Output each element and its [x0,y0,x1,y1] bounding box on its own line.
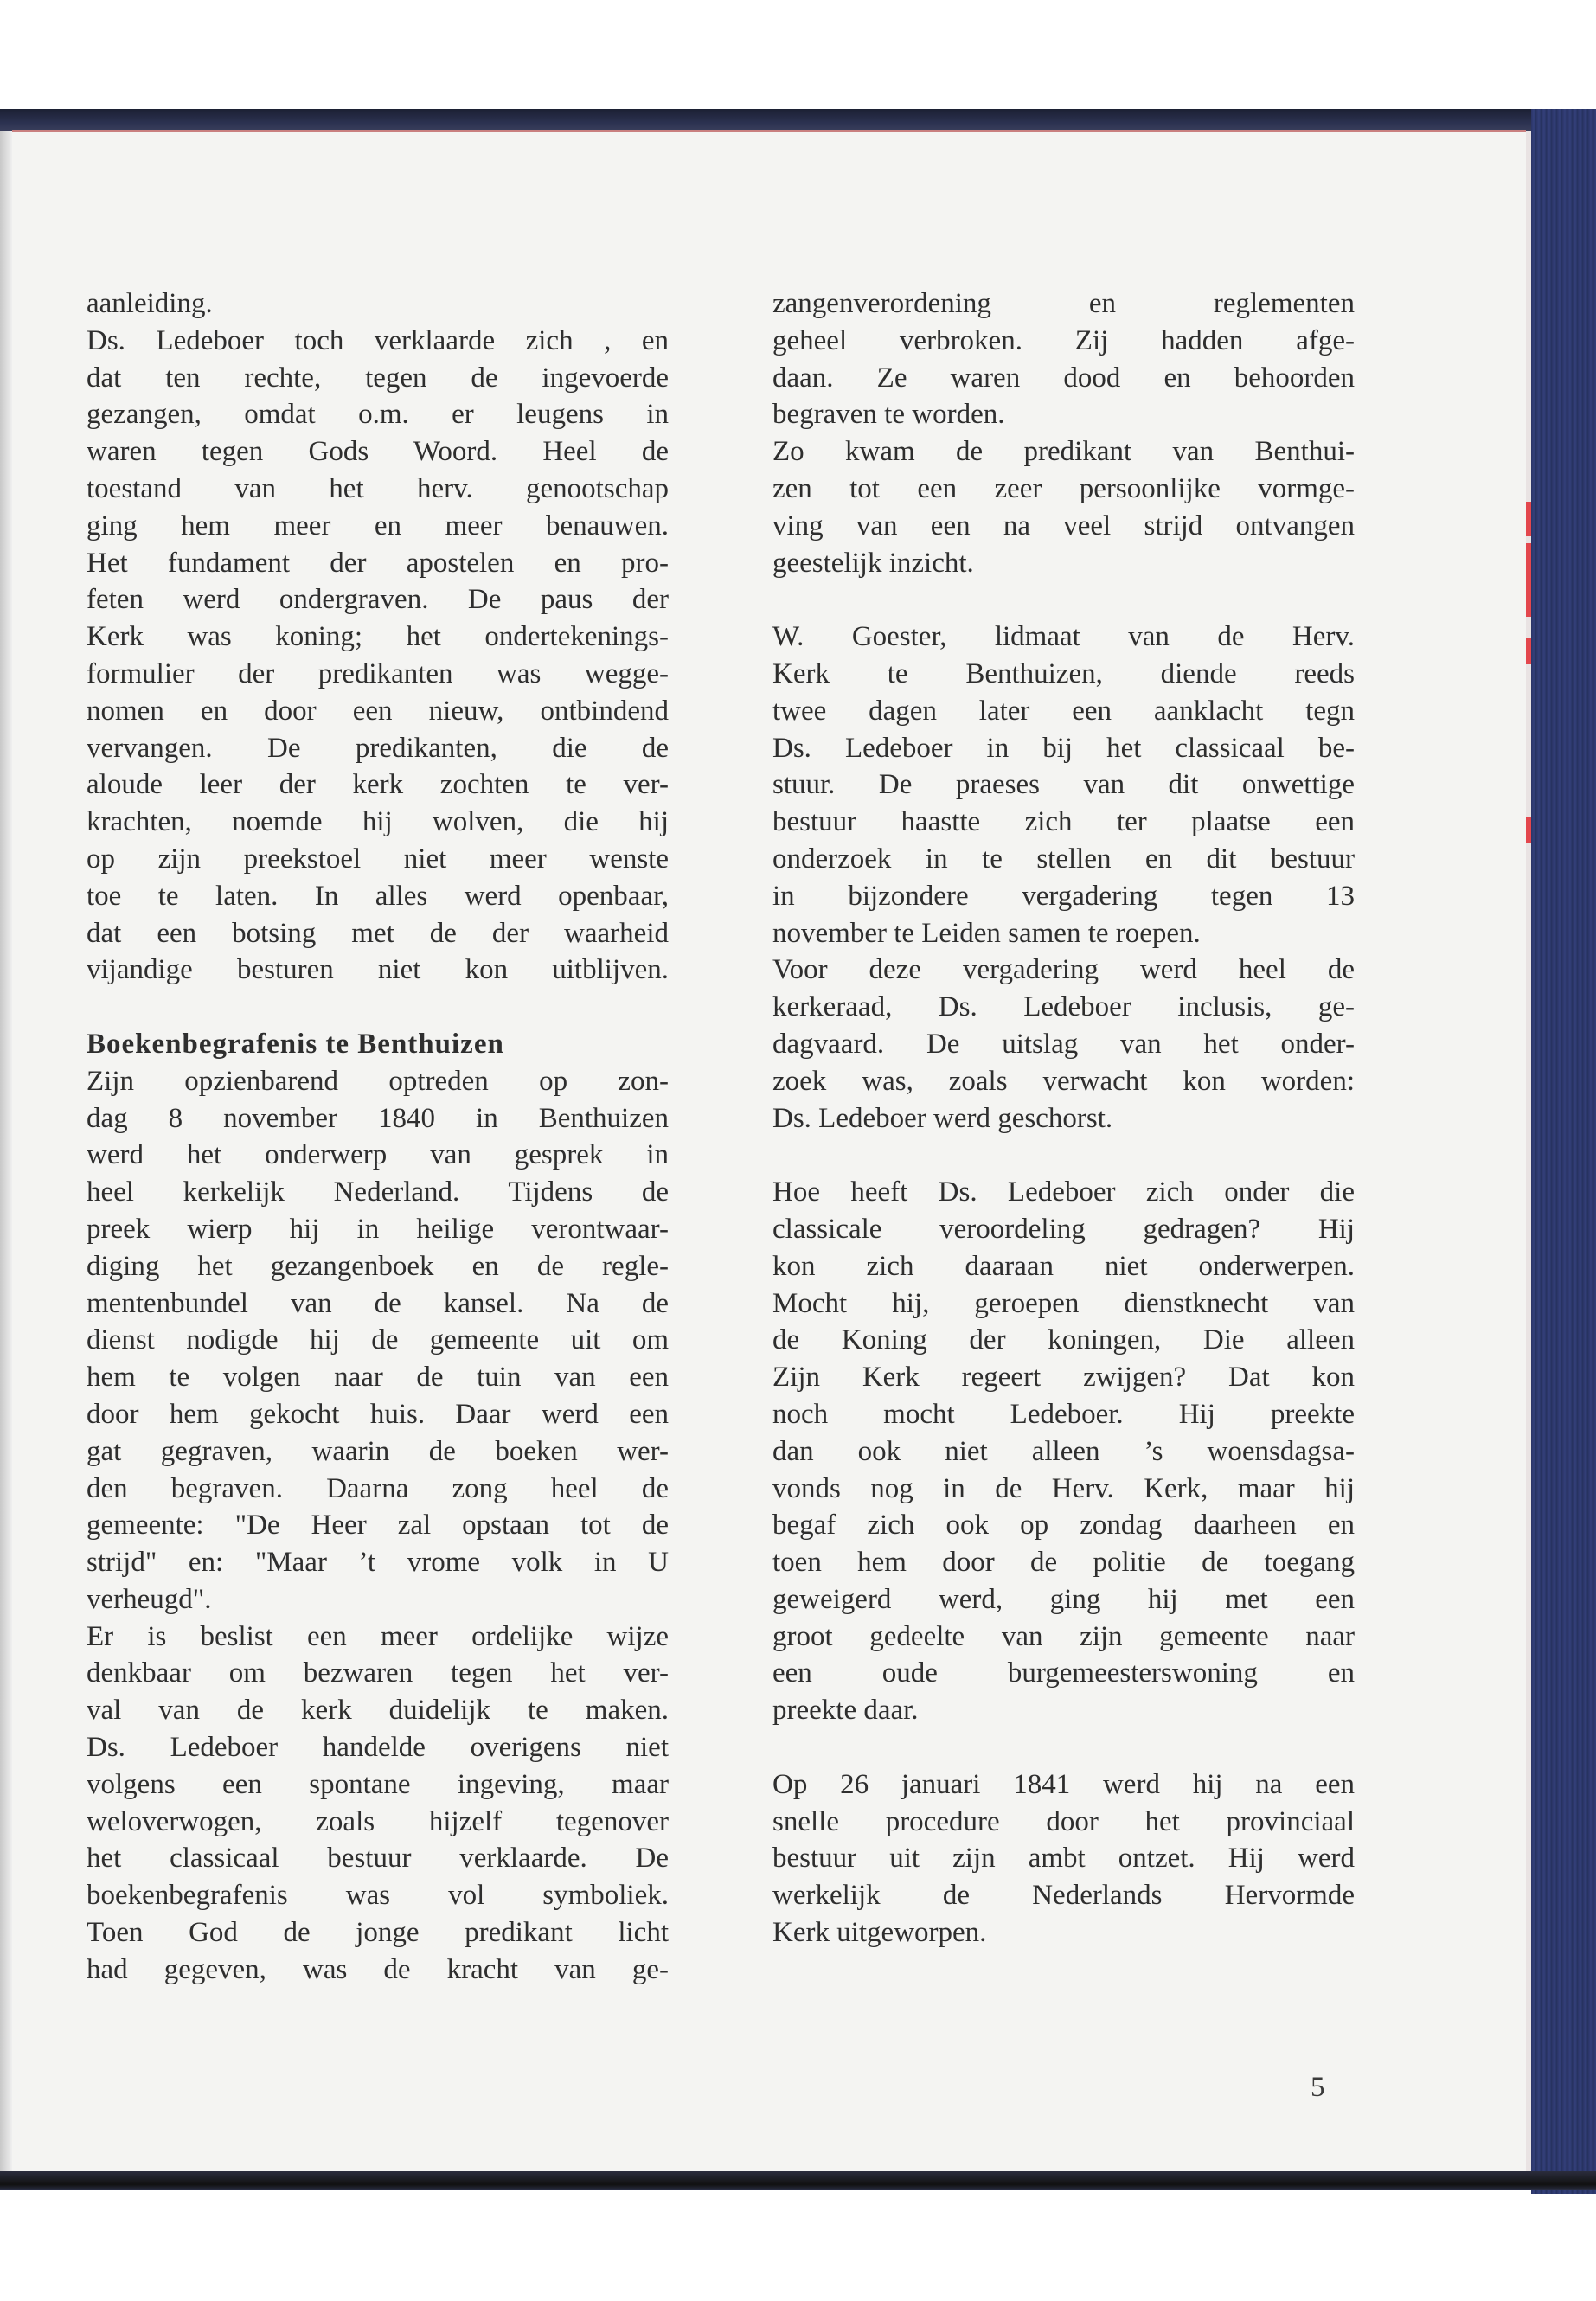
right-text-column [772,285,1355,1952]
page-left-edge [0,131,12,2173]
text-line: val van de kerk duidelijk te maken. [87,1695,669,1727]
text-line: geheel verbroken. Zij hadden afge- [772,324,1355,356]
text-line: Voor deze vergadering werd heel de [772,954,1355,986]
text-line: Kerk uitgeworpen. [772,1917,987,1949]
text-line: aloude leer der kerk zochten te ver- [87,769,669,801]
text-line: begraven te worden. [772,399,1005,431]
paragraph-gap [772,1729,1355,1766]
page-top-rule [12,130,1526,132]
text-line: kon zich daaraan niet onderwerpen. [772,1250,1355,1282]
text-line: Zijn opzienbarend optreden op zon- [87,1065,669,1097]
text-line: ging hem meer en meer benauwen. [87,510,669,542]
text-line: werkelijk de Nederlands Hervormde [772,1880,1355,1912]
text-line: november te Leiden samen te roepen. [772,917,1201,949]
text-line: twee dagen later een aanklacht tegn [772,695,1355,727]
text-line: diging het gezangenboek en de regle- [87,1250,669,1282]
text-line: Mocht hij, geroepen dienstknecht van [772,1287,1355,1319]
text-line: krachten, noemde hij wolven, die hij [87,806,669,838]
text-line: Ds. Ledeboer handelde overigens niet [87,1732,669,1764]
text-line: Het fundament der apostelen en pro- [87,547,669,579]
text-line: boekenbegrafenis was vol symboliek. [87,1880,669,1912]
text-line: Zo kwam de predikant van Benthui- [772,436,1355,468]
text-line: werd het onderwerp van gesprek in [87,1139,669,1171]
text-line: volgens een spontane ingeving, maar [87,1768,669,1800]
text-line: den begraven. Daarna zong heel de [87,1472,669,1504]
paragraph-gap [772,1137,1355,1174]
text-line: Ds. Ledeboer werd geschorst. [772,1102,1113,1134]
text-line: waren tegen Gods Woord. Heel de [87,436,669,468]
text-line: dat ten rechte, tegen de ingevoerde [87,362,669,394]
text-line: vijandige besturen niet kon uitblijven. [87,954,669,986]
text-line: Toen God de jonge predikant licht [87,1917,669,1949]
text-line: begaf zich ook op zondag daarheen en [772,1509,1355,1541]
text-line: in bijzondere vergadering tegen 13 [772,880,1355,912]
text-line: groot gedeelte van zijn gemeente naar [772,1620,1355,1652]
text-line: noch mocht Ledeboer. Hij preekte [772,1398,1355,1430]
binder-bottom-edge [0,2171,1596,2190]
text-line: Ds. Ledeboer in bij het classicaal be- [772,732,1355,764]
text-line: verheugd". [87,1583,212,1615]
text-line: Zijn Kerk regeert zwijgen? Dat kon [772,1362,1355,1394]
text-line: hem te volgen naar de tuin van een [87,1362,669,1394]
text-line: vonds nog in de Herv. Kerk, maar hij [772,1472,1355,1504]
binder-top-edge [0,109,1596,131]
text-line: bestuur uit zijn ambt ontzet. Hij werd [772,1843,1355,1875]
text-line: de Koning der koningen, Die alleen [772,1324,1355,1356]
text-line: toen hem door de politie de toegang [772,1547,1355,1579]
text-line: Kerk te Benthuizen, diende reeds [772,657,1355,689]
text-line: classicale veroordeling gedragen? Hij [772,1213,1355,1245]
text-line: gemeente: "De Heer zal opstaan tot de [87,1509,669,1541]
text-line: Kerk was koning; het ondertekenings- [87,621,669,653]
text-line: daan. Ze waren dood en behoorden [772,362,1355,394]
text-line: aanleiding. [87,288,213,319]
text-line: een oude burgemeesterswoning en [772,1657,1355,1689]
text-line: dan ook niet alleen ’s woensdagsa- [772,1435,1355,1467]
text-line: Op 26 januari 1841 werd hij na een [772,1768,1355,1800]
text-line: stuur. De praeses van dit onwettige [772,769,1355,801]
text-line: heel kerkelijk Nederland. Tijdens de [87,1176,669,1208]
text-line: op zijn preekstoel niet meer wenste [87,843,669,875]
text-line: geestelijk inzicht. [772,547,974,579]
text-line: formulier der predikanten was wegge- [87,657,669,689]
text-line: W. Goester, lidmaat van de Herv. [772,621,1355,653]
text-line: denkbaar om bezwaren tegen het ver- [87,1657,669,1689]
text-line: bestuur haastte zich ter plaatse een [772,806,1355,838]
text-line: strijd" en: "Maar ’t vrome volk in U [87,1547,669,1579]
text-line: onderzoek in te stellen en dit bestuur [772,843,1355,875]
text-line: feten werd ondergraven. De paus der [87,584,669,616]
text-line: gezangen, omdat o.m. er leugens in [87,399,669,431]
text-line: vervangen. De predikanten, die de [87,732,669,764]
text-line: zen tot een zeer persoonlijke vormge- [772,472,1355,504]
book-spine [1531,109,1596,2194]
text-line: Er is beslist een meer ordelijke wijze [87,1620,669,1652]
text-line: geweigerd werd, ging hij met een [772,1583,1355,1615]
text-line: preekte daar. [772,1695,919,1727]
text-line: toestand van het herv. genootschap [87,472,669,504]
paragraph-gap [772,581,1355,619]
text-line: kerkeraad, Ds. Ledeboer inclusis, ge- [772,991,1355,1023]
text-line: dagvaard. De uitslag van het onder- [772,1028,1355,1060]
text-line: gat gegraven, waarin de boeken wer- [87,1435,669,1467]
text-line: nomen en door een nieuw, ontbindend [87,695,669,727]
text-line: snelle procedure door het provinciaal [772,1805,1355,1837]
text-line: preek wierp hij in heilige verontwaar- [87,1213,669,1245]
text-line: dienst nodigde hij de gemeente uit om [87,1324,669,1356]
text-line: ving van een na veel strijd ontvangen [772,510,1355,542]
text-line: dat een botsing met de der waarheid [87,917,669,949]
text-line: het classicaal bestuur verklaarde. De [87,1843,669,1875]
text-line: toe te laten. In alles werd openbaar, [87,880,669,912]
text-line: zangenverordening en reglementen [772,288,1355,319]
text-line: zoek was, zoals verwacht kon worden: [772,1065,1355,1097]
text-line: dag 8 november 1840 in Benthuizen [87,1102,669,1134]
text-line: weloverwogen, zoals hijzelf tegenover [87,1805,669,1837]
text-line: mentenbundel van de kansel. Na de [87,1287,669,1319]
paragraph-gap [87,989,669,1026]
text-line: door hem gekocht huis. Daar werd een [87,1398,669,1430]
text-line: Hoe heeft Ds. Ledeboer zich onder die [772,1176,1355,1208]
section-heading: Boekenbegrafenis te Benthuizen [87,1028,504,1060]
text-line: Ds. Ledeboer toch verklaarde zich , en [87,324,669,356]
left-text-column [87,285,669,1989]
page-number: 5 [1311,2072,1325,2103]
text-line: had gegeven, was de kracht van ge- [87,1953,669,1985]
